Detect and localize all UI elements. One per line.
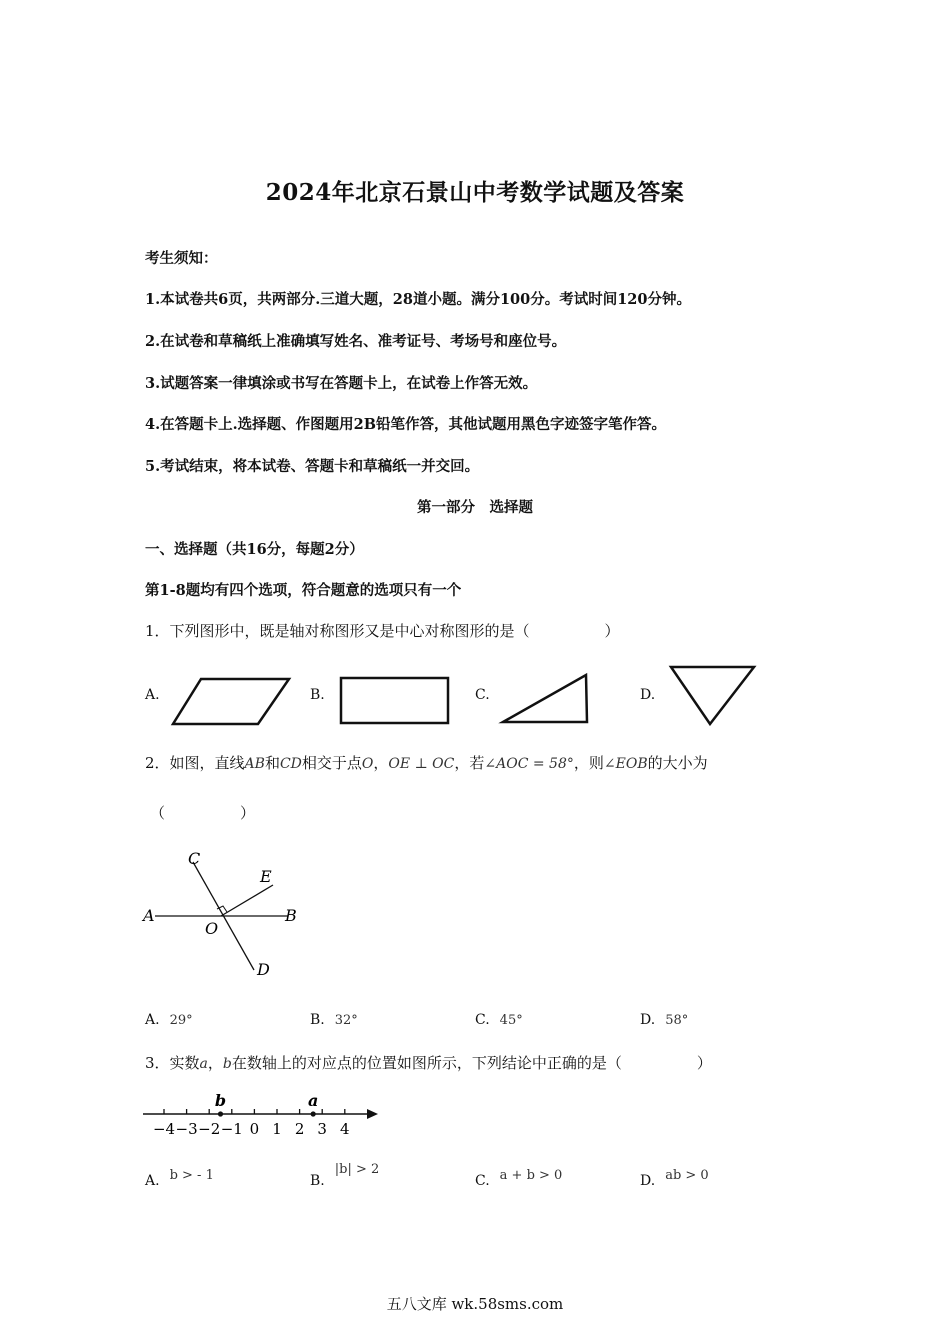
q1-option-a-label: A. bbox=[145, 687, 160, 703]
label-o: O bbox=[205, 919, 219, 938]
section-heading: 一、选择题（共16分，每题2分） bbox=[145, 541, 364, 558]
q2-comma: ， bbox=[373, 754, 389, 772]
q2-line-ab: AB bbox=[244, 756, 265, 772]
label-c: C bbox=[188, 849, 201, 868]
q2-perpendicular: OE ⊥ OC bbox=[388, 756, 455, 772]
q2-prefix: 2．如图，直线 bbox=[145, 754, 245, 772]
q2-angle-eob: ∠EOB bbox=[603, 756, 648, 772]
axis-point-label: b bbox=[214, 1091, 227, 1110]
label-e: E bbox=[260, 867, 272, 886]
question-3-text: 3．实数a，b在数轴上的对应点的位置如图所示，下列结论中正确的是（ ） bbox=[145, 1054, 712, 1072]
axis-tick-label: −1 bbox=[220, 1120, 243, 1138]
q1-option-c-label: C. bbox=[475, 687, 490, 703]
q2-geometry-figure bbox=[140, 846, 310, 982]
number-line bbox=[140, 1090, 385, 1138]
q2-then: ，则 bbox=[573, 754, 604, 772]
footer-watermark: 五八文库 wk.58sms.com bbox=[386, 1295, 564, 1313]
axis-point-label: a bbox=[307, 1091, 319, 1110]
label-a: A bbox=[143, 906, 155, 925]
q3-option-a: A. b > - 1 bbox=[145, 1168, 214, 1189]
page-title: 2024年北京石景山中考数学试题及答案 bbox=[265, 179, 685, 206]
label-b: B bbox=[285, 906, 297, 925]
q1-option-d-label: D. bbox=[640, 687, 656, 703]
parallelogram-icon bbox=[170, 676, 292, 728]
notice-item-3: 3.试题答案一律填涂或书写在答题卡上，在试卷上作答无效。 bbox=[145, 375, 538, 392]
q2-option-d: D. 58° bbox=[640, 1012, 689, 1028]
inverted-triangle-icon bbox=[668, 664, 758, 728]
q3-option-d: D. ab > 0 bbox=[640, 1168, 709, 1189]
q2-angle-aoc: ∠AOC = 58° bbox=[484, 756, 574, 772]
right-triangle-icon bbox=[500, 672, 592, 728]
notice-item-1: 1.本试卷共6页，共两部分.三道大题，28道小题。满分100分。考试时间120分钟。 bbox=[145, 291, 691, 308]
axis-tick-label: 4 bbox=[340, 1120, 350, 1138]
notice-item-2: 2.在试卷和草稿纸上准确填写姓名、准考证号、考场号和座位号。 bbox=[145, 333, 567, 350]
axis-point bbox=[218, 1111, 223, 1116]
q2-suffix: 的大小为 bbox=[647, 754, 708, 772]
q3-option-b: B.|b| > 2 bbox=[310, 1162, 380, 1189]
q2-if: ，若 bbox=[454, 754, 485, 772]
q2-option-c: C. 45° bbox=[475, 1012, 523, 1028]
q1-option-b-label: B. bbox=[310, 687, 325, 703]
part-heading: 第一部分 选择题 bbox=[417, 499, 533, 516]
notice-item-4: 4.在答题卡上.选择题、作图题用2B铅笔作答，其他试题用黑色字迹签字笔作答。 bbox=[145, 416, 667, 433]
rectangle-icon bbox=[338, 675, 452, 727]
axis-tick-label: −2 bbox=[198, 1120, 221, 1138]
notice-item-5: 5.考试结束，将本试卷、答题卡和草稿纸一并交回。 bbox=[145, 458, 480, 475]
axis-tick-label: −4 bbox=[152, 1120, 176, 1138]
axis-tick-label: −3 bbox=[175, 1120, 198, 1138]
q2-option-a: A. 29° bbox=[145, 1012, 193, 1028]
notice-heading: 考生须知： bbox=[145, 250, 218, 267]
axis-arrow-icon bbox=[367, 1109, 378, 1119]
q2-mid: 相交于点 bbox=[301, 754, 362, 772]
q2-and: 和 bbox=[264, 754, 280, 772]
q3-option-c: C. a + b > 0 bbox=[475, 1168, 563, 1189]
q2-point-o: O bbox=[361, 756, 374, 772]
q2-option-b: B. 32° bbox=[310, 1012, 358, 1028]
axis-tick-label: 0 bbox=[249, 1120, 260, 1138]
axis-point bbox=[311, 1111, 316, 1116]
axis-tick-label: 1 bbox=[272, 1120, 282, 1138]
question-2-text bbox=[145, 752, 708, 773]
section-instruction: 第1-8题均有四个选项，符合题意的选项只有一个 bbox=[145, 582, 462, 599]
q2-line-cd: CD bbox=[279, 756, 302, 772]
q3-var-a: a bbox=[199, 1056, 208, 1072]
axis-tick-label: 2 bbox=[294, 1120, 305, 1138]
axis-tick-label: 3 bbox=[317, 1120, 327, 1138]
q2-answer-paren: （ ） bbox=[150, 804, 256, 822]
label-d: D bbox=[257, 960, 270, 979]
q3-var-b: b bbox=[222, 1056, 232, 1072]
question-1-text: 1．下列图形中，既是轴对称图形又是中心对称图形的是（ ） bbox=[145, 622, 620, 640]
